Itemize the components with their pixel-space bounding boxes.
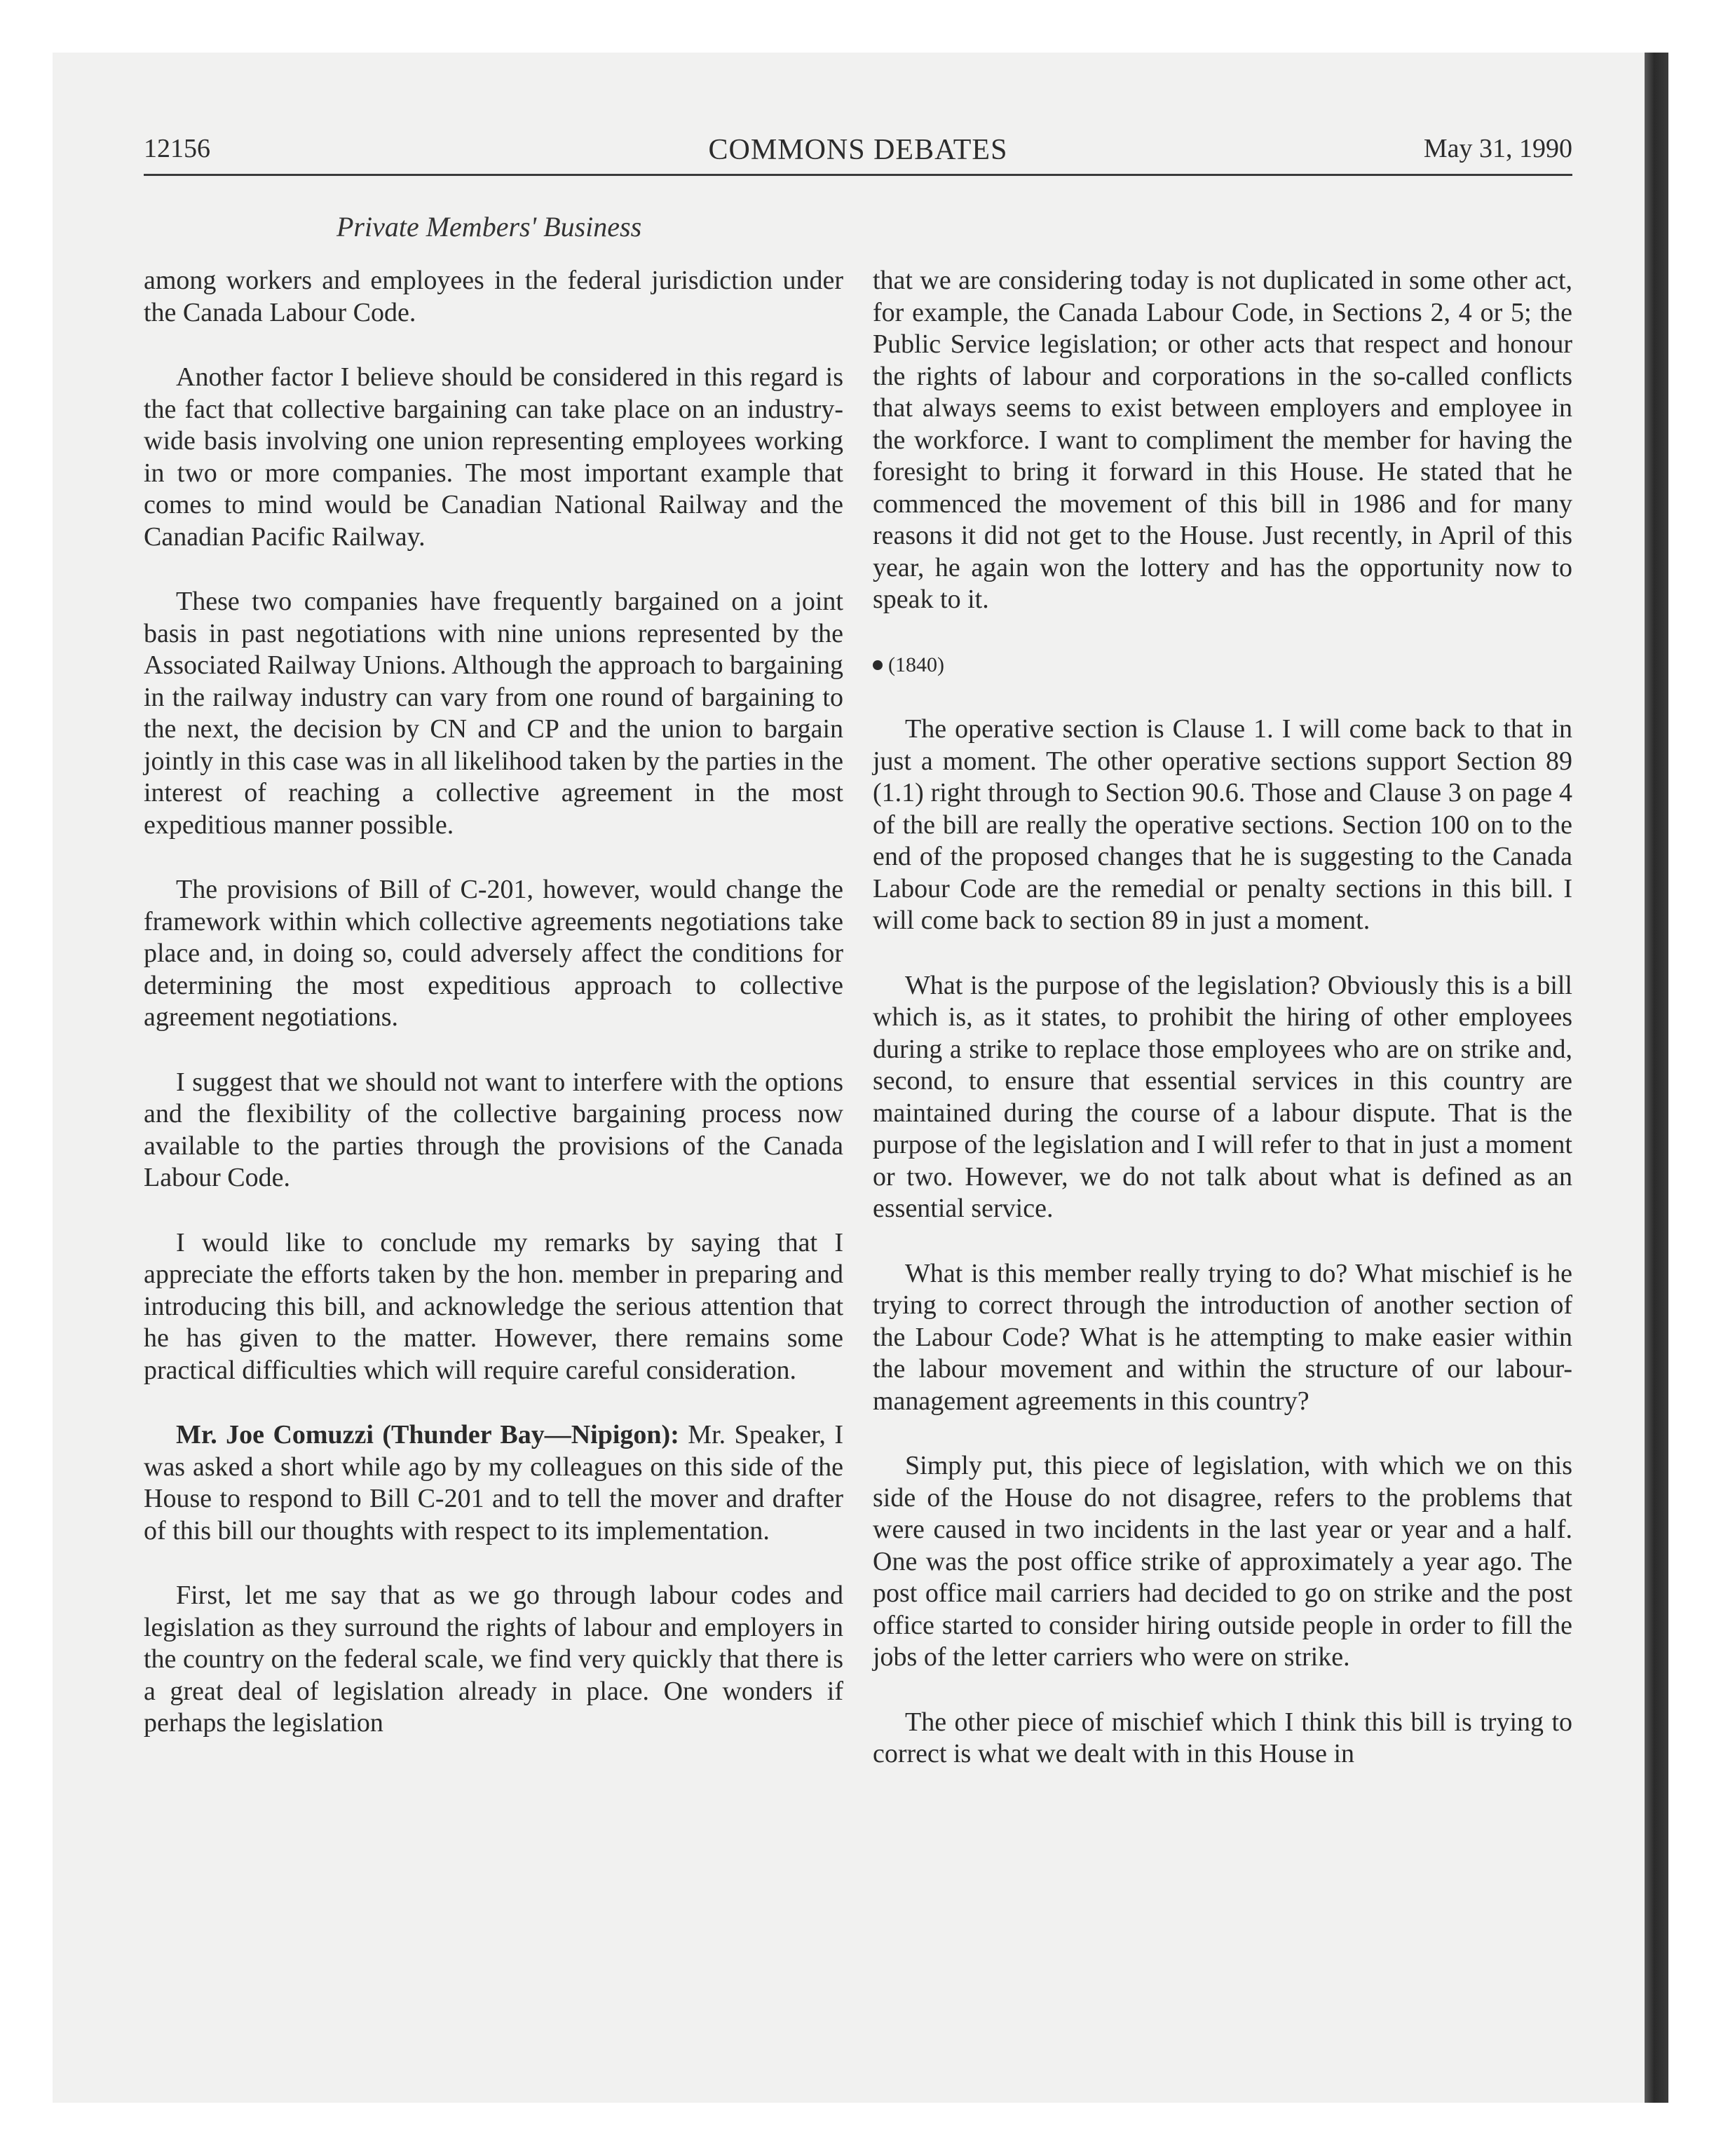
speaker-text: Mr. Speaker, I was asked a short while ago by my colleagues on this side of the House to respond to Bill C-201 and to tell the mover and drafter of this bill our thoughts with respect to its implementation. — [144, 1420, 843, 1546]
speaker-name: Mr. Joe Comuzzi (Thunder Bay—Nipigon): — [176, 1420, 679, 1449]
paragraph: The other piece of mischief which I think this bill is trying to correct is what we dealt with in this House in — [873, 1707, 1572, 1768]
time-stamp — [873, 649, 1572, 681]
speaker-paragraph — [144, 1419, 843, 1547]
paragraph: The operative section is Clause 1. I will come back to that in just a moment. The other operative sections support Section 89 (1.1) right through to Section 90.6. Those and Clause 3 on page 4 of the bill are really the operative sections. Section 100 on to the end of the proposed changes that he is suggesting to the Canada Labour Code are the remedial or penalty sections in this bill. I will come back to section 89 in just a moment. — [873, 714, 1572, 935]
paragraph: Simply put, this piece of legislation, with which we on this side of the House do not disagree, refers to the problems that were caused in two incidents in the last year or year and a half. One was the post office strike of approximately a year ago. The post office mail carriers had decided to go on strike and the post office started to consider hiring outside people in order to fill the jobs of the letter carriers who were on strike. — [873, 1451, 1572, 1672]
running-title: COMMONS DEBATES — [708, 134, 1008, 166]
page-number: 12156 — [144, 134, 210, 163]
paragraph: The provisions of Bill of C-201, however, would change the framework within which collective agreements negotiations take place and, in doing so, could adversely affect the conditions for determining the most expeditious approach to collective agreement negotiations. — [144, 875, 843, 1032]
page-binding-edge — [1645, 53, 1668, 2103]
time-stamp-text: (1840) — [888, 653, 944, 676]
paragraph: These two companies have frequently bargained on a joint basis in past negotiations with nine unions represented by the Associated Railway Unions. Although the approach to bargaining in the railway industry can vary from one round of bargaining to the next, the decision by CN and CP and the union to bargain jointly in this case was in all likelihood taken by the parties in the interest of reaching a collective agreement in the most expeditious manner possible. — [144, 587, 843, 840]
bullet-icon — [873, 660, 883, 670]
paragraph: First, let me say that as we go through labour codes and legislation as they surround the rights of labour and employers in the country on the federal scale, we find very quickly that there is a great deal of legislation already in place. One wonders if perhaps the legislation — [144, 1581, 843, 1738]
header-rule — [144, 174, 1572, 176]
paragraph: I would like to conclude my remarks by saying that I appreciate the efforts taken by the hon. member in preparing and introducing this bill, and acknowledge the serious attention that he has given to the matter. However, there remains some practical difficulties which will require careful consideration. — [144, 1227, 843, 1385]
right-column — [873, 265, 1572, 1803]
left-column — [144, 265, 843, 1773]
page-date: May 31, 1990 — [1423, 134, 1572, 163]
page-header — [144, 133, 1572, 174]
paragraph: that we are considering today is not duplicated in some other act, for example, the Canada Labour Code, in Sections 2, 4 or 5; the Public Service legislation; or other acts that respect and honour the rights of labour and corporations in the so-called conflicts that always seems to exist between employers and employee in the workforce. I want to compliment the member for having the foresight to bring it forward in this House. He stated that he commenced the movement of this bill in 1986 and for many reasons it did not get to the House. Just recently, in April of this year, he again won the lottery and has the opportunity now to speak to it. — [873, 266, 1572, 614]
paragraph: I suggest that we should not want to interfere with the options and the flexibility of the collective bargaining process now available to the parties through the provisions of the Canada Labour Code. — [144, 1067, 843, 1192]
section-label: Private Members' Business — [336, 211, 642, 243]
paragraph: among workers and employees in the federal jurisdiction under the Canada Labour Code. — [144, 266, 843, 327]
paragraph: Another factor I believe should be considered in this regard is the fact that collective bargaining can take place on an industry-wide basis involving one union representing employees working in two or more companies. The most important example that comes to mind would be Canadian National Railway and the Canadian Pacific Railway. — [144, 362, 843, 552]
paragraph: What is this member really trying to do? What mischief is he trying to correct through the introduction of another section of the Labour Code? What is he attempting to make easier within the labour movement and within the structure of our labour-management agreements in this country? — [873, 1258, 1572, 1416]
paragraph: What is the purpose of the legislation? Obviously this is a bill which is, as it states, to prohibit the hiring of other employees during a strike to replace those employees who are on strike and, second, to ensure that essential services in this country are maintained during the course of a labour dispute. That is the purpose of the legislation and I will refer to that in just a moment or two. However, we do not talk about what is defined as an essential service. — [873, 970, 1572, 1223]
